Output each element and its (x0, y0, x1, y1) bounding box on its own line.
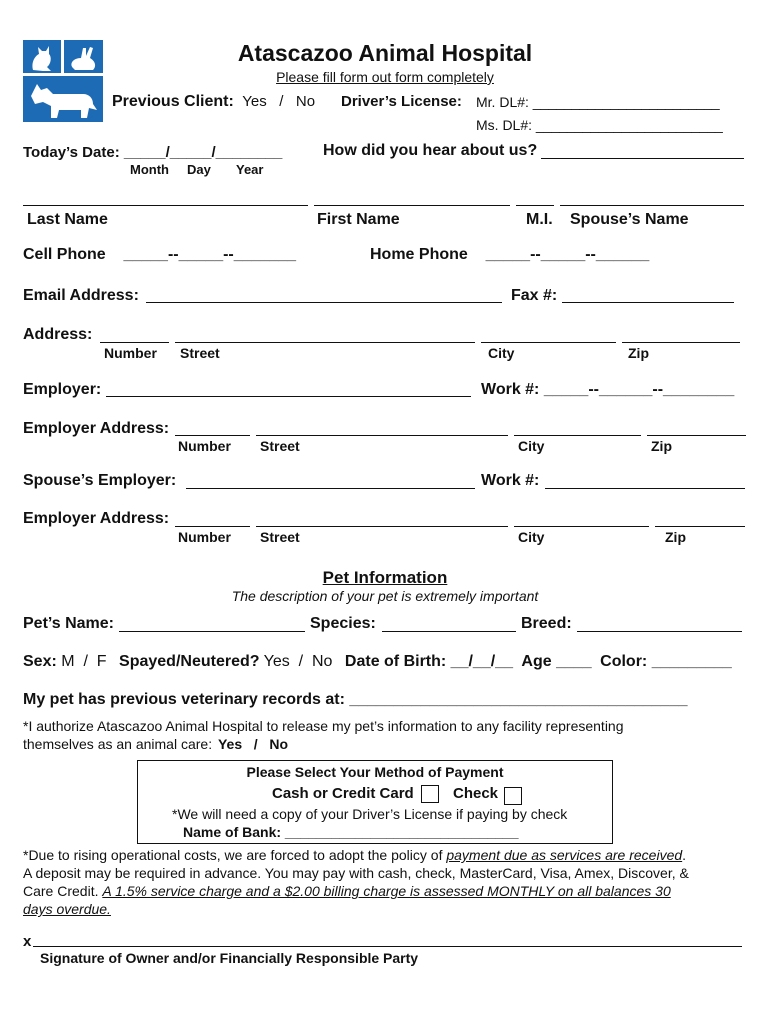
spouse-employer-address-number-caption: Number (178, 529, 231, 545)
address-number-caption: Number (104, 345, 157, 361)
spouse-employer-address-zip-input[interactable] (655, 526, 745, 527)
authorize-text-2: themselves as an animal care: (23, 736, 213, 752)
spouse-employer-label: Spouse’s Employer: (23, 472, 177, 489)
date-day-caption: Day (187, 162, 211, 177)
breed-label: Breed: (521, 615, 572, 632)
drivers-license-label: Driver’s License: (341, 93, 462, 110)
policy-line-4: days overdue. (23, 901, 111, 917)
spouse-name-label: Spouse’s Name (570, 211, 689, 228)
payment-title: Please Select Your Method of Payment (246, 764, 504, 780)
address-zip-input[interactable] (622, 342, 740, 343)
signature-label: Signature of Owner and/or Financially Responsible Party (40, 950, 419, 966)
first-name-input[interactable] (314, 205, 510, 206)
spouse-employer-address-label: Employer Address: (23, 510, 170, 527)
signature-x: x (23, 933, 32, 950)
date-month-caption: Month (130, 162, 169, 177)
records-field[interactable]: My pet has previous veterinary records at: ______________________________________ (23, 691, 688, 708)
email-label: Email Address: (23, 287, 139, 304)
address-zip-caption: Zip (628, 345, 649, 361)
species-label: Species: (310, 615, 376, 632)
pet-section-title: Pet Information (322, 568, 448, 587)
first-name-label: First Name (317, 211, 400, 228)
spayed-options[interactable]: Yes / No (263, 653, 333, 670)
spouse-employer-input[interactable] (186, 488, 475, 489)
policy-line-1a: *Due to rising operational costs, we are forced to adopt the policy of (23, 847, 447, 863)
address-number-input[interactable] (100, 342, 169, 343)
ms-dl-field[interactable]: Ms. DL#: ________________________ (476, 117, 723, 133)
employer-address-label: Employer Address: (23, 420, 170, 437)
authorize-row (23, 736, 288, 752)
spouse-employer-address-number-input[interactable] (175, 526, 250, 527)
date-year-caption: Year (236, 162, 264, 177)
spouse-employer-address-street-caption: Street (260, 529, 300, 545)
hear-about-input[interactable] (541, 158, 744, 159)
spouse-work-input[interactable] (545, 488, 745, 489)
dob-field[interactable]: Date of Birth: __/__/__ (344, 653, 513, 670)
pet-name-label: Pet’s Name: (23, 615, 114, 632)
spouse-employer-address-city-input[interactable] (514, 526, 649, 527)
policy-line-1c: . (682, 847, 687, 863)
species-input[interactable] (382, 631, 516, 632)
spouse-employer-address-city-caption: City (518, 529, 545, 545)
mi-label: M.I. (526, 211, 553, 228)
address-label: Address: (23, 326, 93, 343)
home-phone-field[interactable]: Home Phone _____--_____--______ (370, 246, 650, 263)
pet-details-row (23, 653, 732, 671)
address-street-caption: Street (180, 345, 220, 361)
color-field[interactable]: Color: _________ (600, 653, 732, 670)
employer-label: Employer: (23, 381, 102, 398)
employer-address-number-input[interactable] (175, 435, 250, 436)
fax-label: Fax #: (511, 287, 558, 304)
previous-client-label: Previous Client: (112, 93, 234, 110)
check-checkbox[interactable] (504, 787, 522, 805)
address-city-caption: City (488, 345, 515, 361)
last-name-label: Last Name (27, 211, 108, 228)
check-label: Check (453, 785, 499, 802)
employer-input[interactable] (106, 396, 471, 397)
pet-section-note: The description of your pet is extremely important (231, 588, 539, 604)
pet-name-input[interactable] (119, 631, 305, 632)
spouse-employer-address-zip-caption: Zip (665, 529, 686, 545)
cash-credit-label: Cash or Credit Card (272, 785, 414, 802)
previous-client-row (112, 93, 315, 111)
mi-input[interactable] (516, 205, 554, 206)
cash-credit-checkbox[interactable] (421, 785, 439, 803)
authorize-text-1: *I authorize Atascazoo Animal Hospital to release my pet’s information to any facility representing (23, 718, 624, 734)
fax-input[interactable] (562, 302, 734, 303)
hear-about-label: How did you hear about us? (323, 142, 538, 159)
cell-phone-field[interactable]: Cell Phone _____--_____--_______ (23, 246, 297, 263)
employer-address-zip-caption: Zip (651, 438, 672, 454)
spouse-name-input[interactable] (560, 205, 744, 206)
employer-address-zip-input[interactable] (647, 435, 746, 436)
policy-line-2: A deposit may be required in advance. You may pay with cash, check, MasterCard, Visa, Amex, Discover, & (23, 865, 689, 881)
employer-address-city-caption: City (518, 438, 545, 454)
employer-address-street-caption: Street (260, 438, 300, 454)
todays-date-field[interactable]: Today’s Date: _____/_____/________ (23, 144, 283, 161)
sex-label: Sex: (23, 653, 57, 670)
address-city-input[interactable] (481, 342, 616, 343)
policy-line-3a: Care Credit. (23, 883, 103, 899)
policy-line-3b: A 1.5% service charge and a $2.00 billing charge is assessed MONTHLY on all balances 30 (102, 883, 671, 899)
page-subtitle: Please fill form out form completely (276, 69, 494, 85)
age-field[interactable]: Age ____ (521, 653, 592, 670)
address-street-input[interactable] (175, 342, 475, 343)
employer-address-street-input[interactable] (256, 435, 508, 436)
page-title: Atascazoo Animal Hospital (237, 40, 533, 66)
last-name-input[interactable] (23, 205, 308, 206)
authorize-options[interactable]: Yes / No (217, 736, 289, 752)
employer-address-number-caption: Number (178, 438, 231, 454)
breed-input[interactable] (577, 631, 742, 632)
spouse-work-label: Work #: (481, 472, 540, 489)
spayed-label: Spayed/Neutered? (119, 653, 260, 670)
mr-dl-field[interactable]: Mr. DL#: ________________________ (476, 94, 720, 110)
signature-input[interactable] (33, 946, 742, 947)
license-note: *We will need a copy of your Driver’s License if paying by check (172, 806, 568, 822)
employer-address-city-input[interactable] (514, 435, 641, 436)
policy-line-1b: payment due as services are received (446, 847, 683, 863)
spouse-employer-address-street-input[interactable] (256, 526, 508, 527)
bank-name-field[interactable]: Name of Bank: ______________________________ (183, 824, 519, 840)
email-input[interactable] (146, 302, 502, 303)
work-phone-field[interactable]: Work #: _____--______--________ (481, 381, 735, 398)
policy-line-3 (23, 883, 671, 899)
policy-line-1 (23, 847, 686, 863)
previous-client-options[interactable]: Yes / No (242, 93, 316, 110)
sex-options[interactable]: M / F (61, 653, 107, 670)
